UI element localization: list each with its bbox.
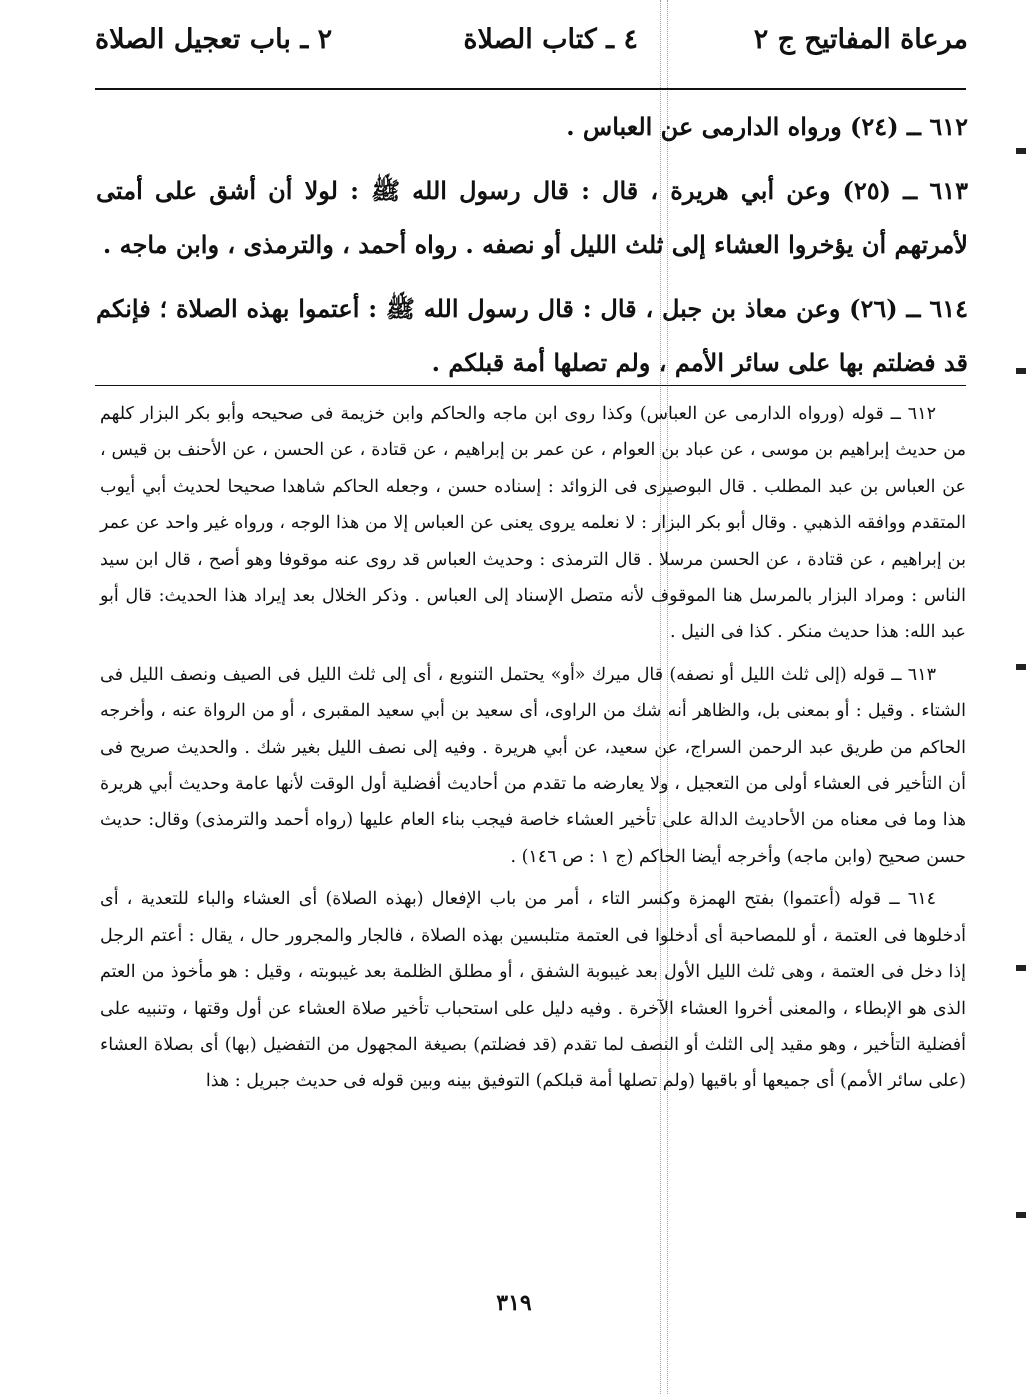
- commentary-614: ٦١٤ ــ قوله (أعتموا) بفتح الهمزة وكسر التاء ، أمر من باب الإفعال (بهذه الصلاة) أى العشاء والباء للتعدية ، أى أدخلوها فى العتمة ، أو للمصاحبة أى أدخلوا فى العتمة متلبسين بهذه الصلاة ، فالجار والمجرور حال ، يقال : أعتم الرجل إذا دخل فى العتمة ، وهى ثلث الليل الأول بعد غيبوبة الشفق ، أو مطلق الظلمة بعد غيبوبته ، وقيل : هو مأخوذ من العتم الذى هو الإبطاء ، والمعنى أخروا العشاء الآخرة . وفيه دليل على استحباب تأخير صلاة العشاء عن أول وقتها ، وتنبيه على أفضلية التأخير ، وهو مقيد إلى الثلث أو النصف لما تقدم (قد فضلتم) بصيغة المجهول من التفضيل (بها) أى بصلاة العشاء (على سائر الأمم) أى جميعها أو باقيها (ولم تصلها أمة قبلكم) التوفيق بينه وبين قوله فى حديث جبريل : هذا: [100, 889, 966, 1092]
- hadith-612: ٦١٢ ــ (٢٤) ورواه الدارمى عن العباس .: [566, 112, 968, 141]
- commentary-613: ٦١٣ ــ قوله (إلى ثلث الليل أو نصفه) قال ميرك «أو» يحتمل التنويع ، أى إلى ثلث الليل فى الصيف ونصف الليل فى الشتاء . وقيل : أو بمعنى بل، والظاهر أنه شك من الراوى، أى سعيد بن أبي سعيد المقبرى ، أو من الرواة عنه ، وأخرجه الحاكم من طريق عبد الرحمن السراج، عن سعيد، عن أبي هريرة . وفيه إلى نصف الليل بغير شك . والحديث صريح فى أن التأخير فى العشاء أولى من التعجيل ، ولا يعارضه ما تقدم من أحاديث أفضلية أول الوقت لأنها عامة وحديث أبي هريرة هذا وما فى معناه من الأحاديث الدالة على تأخير العشاء خاصة فيجب بناء العام عليها (رواه أحمد والترمذى) وقال: حديث حسن صحيح (وابن ماجه) وأخرجه أيضا الحاكم (ج ١ : ص ١٤٦) .: [100, 664, 966, 867]
- commentary-separator: [95, 385, 966, 386]
- running-header: [95, 18, 968, 74]
- header-section: ٢ ـ باب تعجيل الصلاة: [95, 24, 333, 55]
- commentary-block: [100, 396, 966, 1106]
- scan-edge-mark: [1016, 664, 1026, 670]
- scan-edge-mark: [1016, 148, 1026, 154]
- page-number: ٣١٩: [496, 1290, 532, 1316]
- header-book-title: مرعاة المفاتيح ج ٢: [753, 24, 968, 55]
- header-chapter: ٤ ـ كتاب الصلاة: [463, 24, 638, 55]
- scan-edge-mark: [1016, 368, 1026, 374]
- hadith-613: ٦١٣ ــ (٢٥) وعن أبي هريرة ، قال : قال رسول الله ﷺ : لولا أن أشق على أمتى لأمرتهم أن يؤخروا العشاء إلى ثلث الليل أو نصفه . رواه أحمد ، والترمذى ، وابن ماجه .: [96, 176, 968, 259]
- scan-edge-mark: [1016, 965, 1026, 971]
- hadith-614: ٦١٤ ــ (٢٦) وعن معاذ بن جبل ، قال : قال رسول الله ﷺ : أعتموا بهذه الصلاة ؛ فإنكم قد فضلتم بها على سائر الأمم ، ولم تصلها أمة قبلكم .: [96, 294, 968, 377]
- hadith-text-block: [96, 100, 968, 400]
- header-rule: [95, 88, 966, 90]
- scan-edge-mark: [1016, 1212, 1026, 1218]
- commentary-612: ٦١٢ ــ قوله (ورواه الدارمى عن العباس) وكذا روى ابن ماجه والحاكم وابن خزيمة فى صحيحه وأبو بكر البزار كلهم من حديث إبراهيم بن موسى ، عن عباد بن العوام ، عن عمر بن إبراهيم ، عن قتادة ، عن الحسن ، عن الأحنف بن قيس ، عن العباس بن عبد المطلب . قال البوصيرى فى الزوائد : إسناده حسن ، وجعله الحاكم شاهدا صحيحا لحديث أبي أيوب المتقدم ووافقه الذهبي . وقال أبو بكر البزار : لا نعلمه يروى يعنى عن العباس إلا من هذا الوجه ، ورواه غير واحد عن عمر بن إبراهيم ، عن قتادة ، عن الحسن مرسلا . قال الترمذى : وحديث العباس قد روى عنه موقوفا وهو أصح ، قال ابن سيد الناس : ومراد البزار بالمرسل هنا الموقوف لأنه متصل الإسناد إلى العباس . وذكر الخلال بعد إيراد هذا الحديث: قال أبو عبد الله: هذا حديث منكر . كذا فى النيل .: [100, 404, 966, 643]
